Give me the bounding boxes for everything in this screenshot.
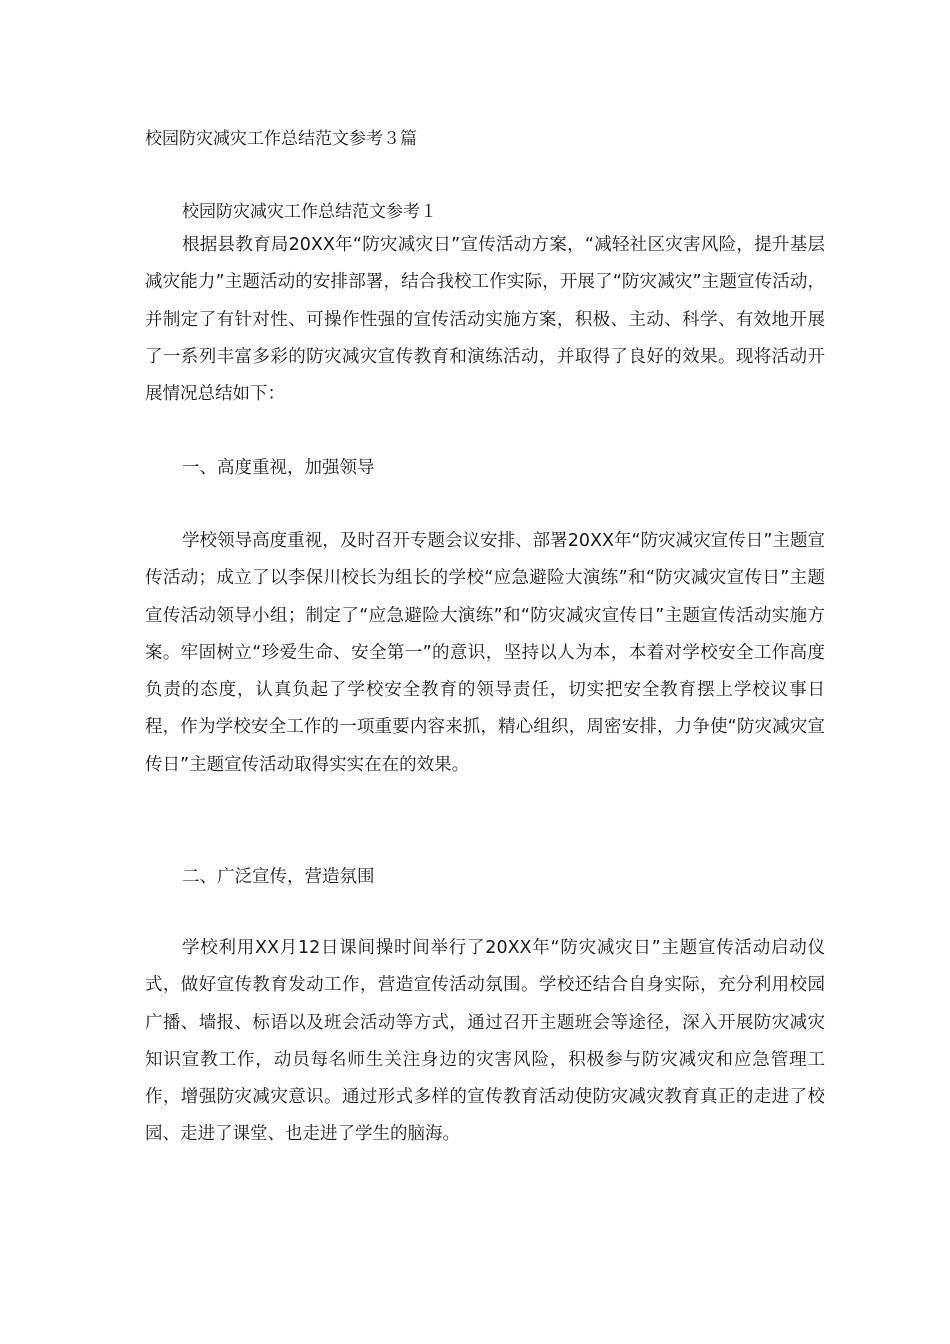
section-heading-1: 一、高度重视，加强领导 [182, 458, 375, 478]
intro-paragraph: 根据县教育局20XX年“防灾减灾日”宣传活动方案，“减轻社区灾害风险，提升基层减灾能力”主题活动的安排部署，结合我校工作实际，开展了“防灾减灾”主题宣传活动，并制定了有针对性、可操作性强的宣传活动实施方案，积极、主动、科学、有效地开展了一系列丰富多彩的防灾减灾宣传教育和演练活动，并取得了良好的效果。现将活动开展情况总结如下： [145, 235, 825, 405]
section-paragraph-2: 学校利用XX月12日课间操时间举行了20XX年“防灾减灾日”主题宣传活动启动仪式，做好宣传教育发动工作，营造宣传活动氛围。学校还结合自身实际，充分利用校园广播、墙报、标语以及班会活动等方式，通过召开主题班会等途径，深入开展防灾减灾知识宣教工作，动员每名师生关注身边的灾害风险，积极参与防灾减灾和应急管理工作，增强防灾减灾意识。通过形式多样的宣传教育活动使防灾减灾教育真正的走进了校园、走进了课堂、也走进了学生的脑海。 [145, 938, 825, 1145]
section-paragraph-1: 学校领导高度重视，及时召开专题会议安排、部署20XX年“防灾减灾宣传日”主题宣传活动；成立了以李保川校长为组长的学校“应急避险大演练”和“防灾减灾宣传日”主题宣传活动领导小组；制定了“应急避险大演练”和“防灾减灾宣传日”主题宣传活动实施方案。牢固树立“珍爱生命、安全第一”的意识，坚持以人为本，本着对学校安全工作高度负责的态度，认真负起了学校安全教育的领导责任，切实把安全教育摆上学校议事日程，作为学校安全工作的一项重要内容来抓，精心组织，周密安排，力争使“防灾减灾宣传日”主题宣传活动取得实实在在的效果。 [145, 531, 825, 775]
article-subtitle: 校园防灾减灾工作总结范文参考１ [182, 202, 437, 222]
section-heading-2: 二、广泛宣传，营造氛围 [182, 867, 375, 887]
document-title: 校园防灾减灾工作总结范文参考３篇 [145, 129, 417, 149]
